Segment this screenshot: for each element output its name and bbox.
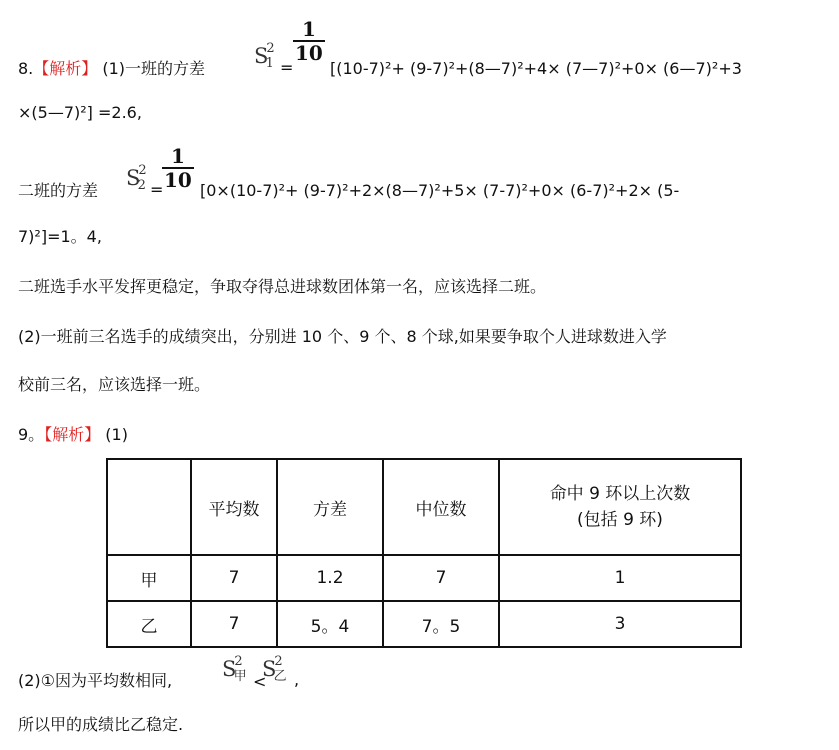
row-name: 乙 [107,601,191,647]
header-hits: 命中 9 环以上次数 (包括 9 环) [499,459,741,555]
cell-variance: 1.2 [277,555,383,601]
variance-symbol-s2: $S^22$ [126,163,147,193]
equals-sign-2: = [150,180,164,199]
cell-mean: 7 [191,601,277,647]
q8-conclusion-1: 二班选手水平发挥更稳定，争取夺得总进球数团体第一名，应该选择二班。 [18,277,547,296]
cell-variance: 5。4 [277,601,383,647]
q9-analysis-tag: 【解析】 [44,425,101,444]
cell-hits: 1 [499,555,741,601]
fraction-one-tenth-2: $\frac{1}{10}$ [164,144,192,192]
q9-part1-label: (1) [105,425,128,444]
q8-part2-text-cont: 校前三名，应该选择一班。 [18,375,211,394]
variance-symbol-s1: $S^21$ [254,41,275,71]
header-variance: 方差 [277,459,383,555]
header-mean: 平均数 [191,459,277,555]
cell-mean: 7 [191,555,277,601]
header-median: 中位数 [383,459,499,555]
variance-symbol-yi: $S^2$乙 [262,654,287,684]
q8-class2-intro: 二班的方差 [18,181,99,200]
row-name: 甲 [107,555,191,601]
q9-part2-intro: (2)①因为平均数相同, [18,671,173,690]
cell-median: 7 [383,555,499,601]
q9-conclusion: 所以甲的成绩比乙稳定. [18,715,184,734]
q8-class2-expression-cont: 7)²]=1。4, [18,227,102,246]
cell-hits: 3 [499,601,741,647]
q8-class1-expression: [(10-7)²+ (9-7)²+(8—7)²+4× (7—7)²+0× (6—7)²+3 [330,59,742,78]
q8-number: 8. [18,59,34,78]
q9-line-1 [18,424,128,446]
fraction-one-tenth-1: $\frac{1}{10}$ [295,17,323,65]
table-corner-cell [107,459,191,555]
q8-part1-intro: (1)一班的方差 [102,59,206,78]
q9-number: 9。 [18,425,45,444]
q8-line-1 [18,58,205,80]
less-than-sign: < [253,672,267,691]
table-row [107,601,741,647]
statistics-table [106,458,742,648]
q8-analysis-tag: 【解析】 [33,59,98,78]
trailing-comma: , [294,670,300,689]
q8-part2-text: (2)一班前三名选手的成绩突出，分别进 10 个、9 个、8 个球,如果要争取个人进球数进入学 [18,327,667,346]
table-row [107,555,741,601]
cell-median: 7。5 [383,601,499,647]
q8-class2-expression: [0×(10-7)²+ (9-7)²+2×(8—7)²+5× (7-7)²+0× (6-7)²+2× (5- [200,181,680,200]
q8-class1-expression-cont: ×(5—7)²] =2.6, [18,103,142,122]
equals-sign: = [280,58,294,77]
table-header-row [107,459,741,555]
variance-symbol-jia: $S^2$甲 [222,654,247,684]
